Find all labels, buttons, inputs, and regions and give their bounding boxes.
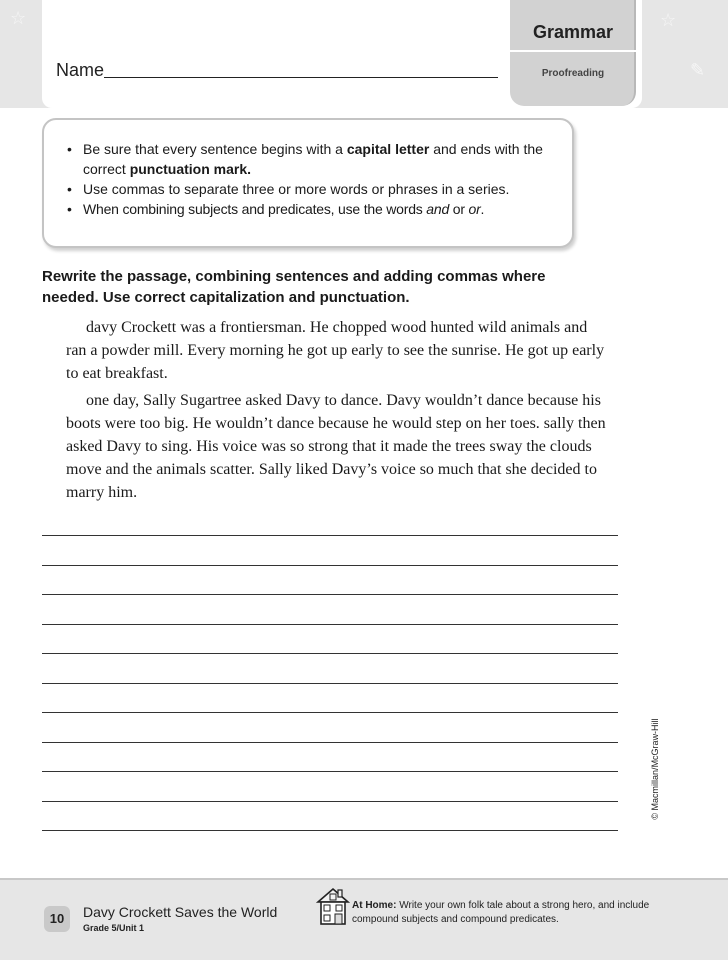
doodle-star-icon: ☆ — [10, 8, 27, 29]
passage-paragraph: one day, Sally Sugartree asked Davy to dance. Davy wouldn’t dance because his boots were too big. He wouldn’t dance because he would step on her toes. sally then asked Davy to sing. His voice was so strong that it made the trees sway the clouds move and the animals scatter. Sally liked Davy’s voice so much that she decided to marry him. — [66, 392, 606, 501]
doodle-star-icon: ☆ — [660, 10, 677, 31]
tip-item — [64, 179, 564, 199]
directions: Rewrite the passage, combining sentences and adding commas where needed. Use correct capitalization and punctuation. — [42, 268, 546, 306]
house-icon — [316, 886, 350, 926]
grammar-tab-divider — [510, 50, 636, 52]
passage-paragraph: davy Crockett was a frontiersman. He chopped wood hunted wild animals and ran a powder mill. Every morning he got up early to see the sunrise. He got up early to eat breakfast. — [66, 319, 605, 382]
writing-line[interactable] — [42, 742, 618, 743]
tip-list — [64, 139, 564, 219]
grammar-tab — [510, 0, 636, 106]
writing-line[interactable] — [42, 535, 618, 536]
footer-divider — [0, 878, 728, 880]
tip-bold: capital letter — [346, 141, 430, 157]
tip-bold: punctuation mark. — [129, 161, 252, 177]
tip-item — [64, 139, 564, 179]
tip-text: When combining subjects and predicates, use the words — [83, 201, 427, 217]
page-number: 10 — [44, 906, 70, 932]
at-home-note — [352, 899, 652, 927]
writing-line[interactable] — [42, 712, 618, 713]
writing-line[interactable] — [42, 830, 618, 831]
writing-line[interactable] — [42, 801, 618, 802]
tip-text: and ends with the correct — [83, 141, 543, 177]
tip-text: Be sure that every sentence begins with a — [83, 141, 347, 157]
writing-line[interactable] — [42, 653, 618, 654]
writing-line[interactable] — [42, 624, 618, 625]
at-home-label: At Home: — [352, 900, 397, 911]
passage — [66, 316, 611, 504]
tip-item — [64, 199, 564, 219]
story-title: Davy Crockett Saves the World — [83, 904, 278, 920]
grade-label: Grade 5/Unit 1 — [83, 923, 145, 933]
copyright-notice: © Macmillan/McGraw-Hill — [650, 718, 660, 820]
at-home-text: Write your own folk tale about a strong hero, and include compound subjects and compound predicates. — [352, 900, 650, 925]
writing-line[interactable] — [42, 683, 618, 684]
name-label: Name — [56, 60, 105, 80]
tip-text: or — [449, 201, 469, 217]
doodle-pencil-icon: ✎ — [690, 60, 706, 81]
writing-line[interactable] — [42, 594, 618, 595]
name-line[interactable] — [104, 77, 498, 78]
tip-text: Use commas to separate three or more words or phrases in a series. — [83, 181, 510, 197]
writing-line[interactable] — [42, 565, 618, 566]
tip-italic: or — [468, 201, 481, 217]
tip-italic: and — [426, 201, 450, 217]
grammar-title: Grammar — [532, 22, 614, 42]
proofreading-label: Proofreading — [541, 68, 605, 79]
writing-line[interactable] — [42, 771, 618, 772]
tip-text: . — [480, 201, 485, 217]
